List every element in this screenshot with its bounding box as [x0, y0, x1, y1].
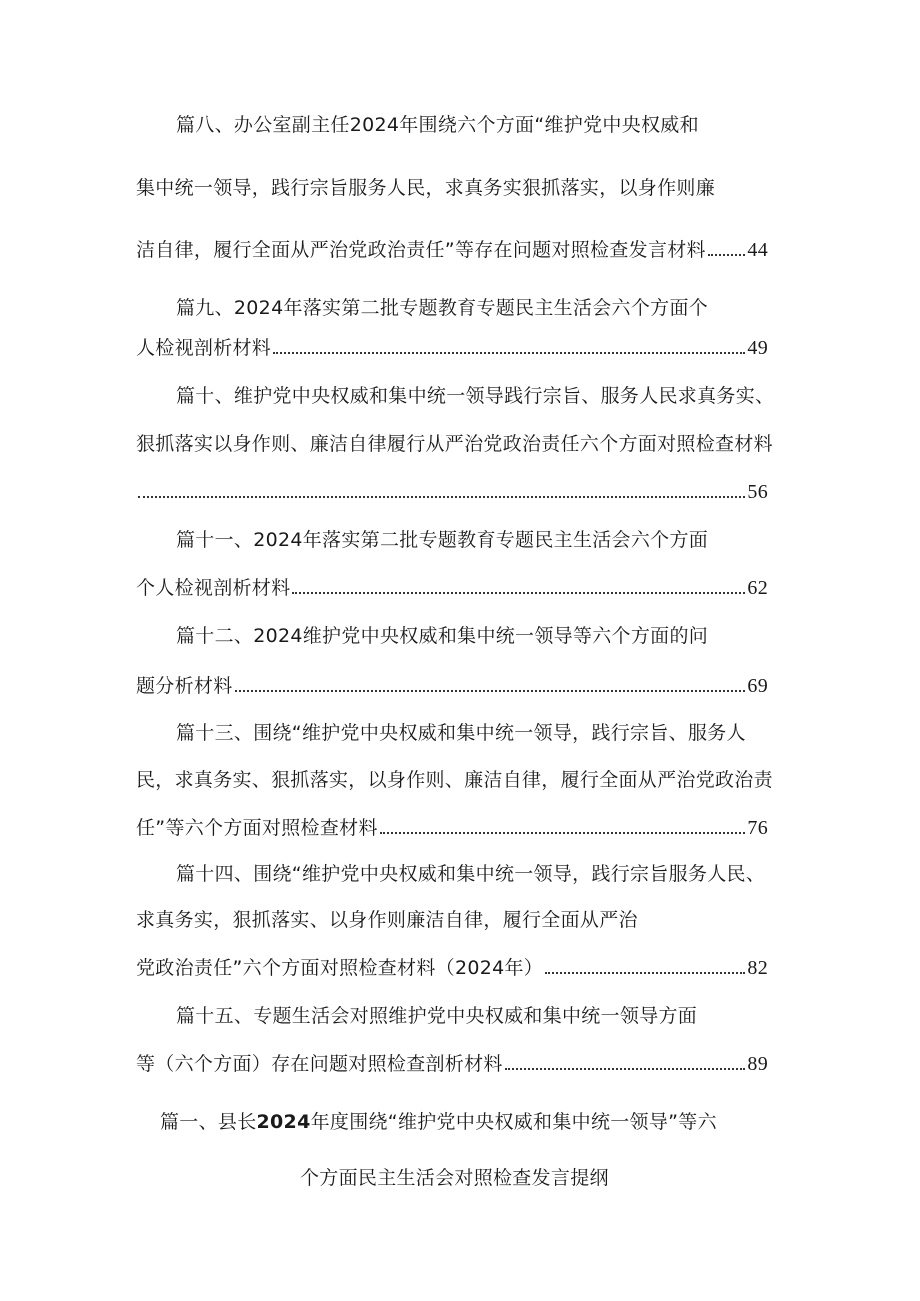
toc-entry-11-last-row[interactable] [136, 576, 768, 600]
section-heading-line-2: 个方面民主生活会对照检查发言提纲 [300, 1167, 609, 1189]
toc-entry-11-page: 62 [747, 577, 768, 599]
toc-entry-9-line-2: 人检视剖析材料 [136, 337, 272, 359]
toc-entry-10-page: 56 [747, 481, 768, 503]
toc-entry-15-last-row[interactable] [136, 1052, 768, 1076]
toc-entry-8-line-1: 篇八、办公室副主任2024年围绕六个方面“维护党中央权威和 [176, 114, 699, 136]
toc-entry-13-line-3: 任”等六个方面对照检查材料 [136, 817, 378, 839]
dot-leader [708, 254, 746, 256]
toc-entry-14-page: 82 [747, 957, 768, 979]
toc-entry-9-last-row[interactable] [136, 336, 768, 360]
toc-entry-10-line-1: 篇十、维护党中央权威和集中统一领导践行宗旨、服务人民求真务实、 [176, 385, 775, 407]
toc-entry-12-page: 69 [747, 675, 768, 697]
toc-entry-15-line-1: 篇十五、专题生活会对照维护党中央权威和集中统一领导方面 [176, 1005, 698, 1027]
toc-entry-12-last-row[interactable] [136, 674, 768, 698]
dot-leader [292, 592, 745, 594]
heading-year: 2024 [256, 1111, 311, 1133]
dot-leader [505, 1068, 746, 1070]
toc-entry-9-page: 49 [747, 337, 768, 359]
toc-entry-11-line-1: 篇十一、2024年落实第二批专题教育专题民主生活会六个方面 [176, 529, 709, 551]
toc-entry-13-page: 76 [747, 817, 768, 839]
toc-entry-8-line-2: 集中统一领导，践行宗旨服务人民，求真务实狠抓落实，以身作则廉 [136, 177, 716, 199]
toc-entry-13-line-2: 民，求真务实、狠抓落实，以身作则、廉洁自律，履行全面从严治党政治责 [136, 769, 773, 791]
dot-leader [380, 832, 746, 834]
section-heading-line-1 [160, 1110, 717, 1134]
toc-entry-12-line-2: 题分析材料 [136, 675, 233, 697]
dot-leader [545, 972, 745, 974]
toc-entry-8-page: 44 [747, 239, 768, 261]
toc-entry-8-line-3: 洁自律，履行全面从严治党政治责任”等存在问题对照检查发言材料 [136, 239, 706, 261]
toc-entry-13-last-row[interactable] [136, 816, 768, 840]
toc-entry-14-line-3: 党政治责任”六个方面对照检查材料（2024年） [136, 957, 544, 979]
dot-leader [235, 690, 746, 692]
heading-suffix: 年度围绕“维护党中央权威和集中统一领导”等六 [310, 1111, 717, 1133]
toc-entry-15-line-2: 等（六个方面）存在问题对照检查剖析材料 [136, 1053, 503, 1075]
dot-leader [138, 496, 745, 498]
toc-entry-10-line-2: 狠抓落实以身作则、廉洁自律履行从严治党政治责任六个方面对照检查材料 [136, 433, 773, 455]
toc-entry-14-line-1: 篇十四、围绕“维护党中央权威和集中统一领导，践行宗旨服务人民、 [176, 863, 766, 885]
heading-prefix: 篇一、县长 [160, 1111, 257, 1133]
toc-entry-11-line-2: 个人检视剖析材料 [136, 577, 291, 599]
toc-entry-14-line-2: 求真务实，狠抓落实、以身作则廉洁自律，履行全面从严治 [136, 909, 638, 931]
toc-entry-13-line-1: 篇十三、围绕“维护党中央权威和集中统一领导，践行宗旨、服务人 [176, 722, 746, 744]
toc-entry-10-last-row[interactable] [136, 480, 768, 504]
dot-leader [273, 352, 745, 354]
toc-entry-9-line-1: 篇九、2024年落实第二批专题教育专题民主生活会六个方面个 [176, 297, 709, 319]
toc-entry-8-last-row[interactable] [136, 238, 768, 262]
toc-entry-15-page: 89 [747, 1053, 768, 1075]
toc-entry-12-line-1: 篇十二、2024维护党中央权威和集中统一领导等六个方面的问 [176, 625, 709, 647]
toc-entry-14-last-row[interactable] [136, 956, 768, 980]
